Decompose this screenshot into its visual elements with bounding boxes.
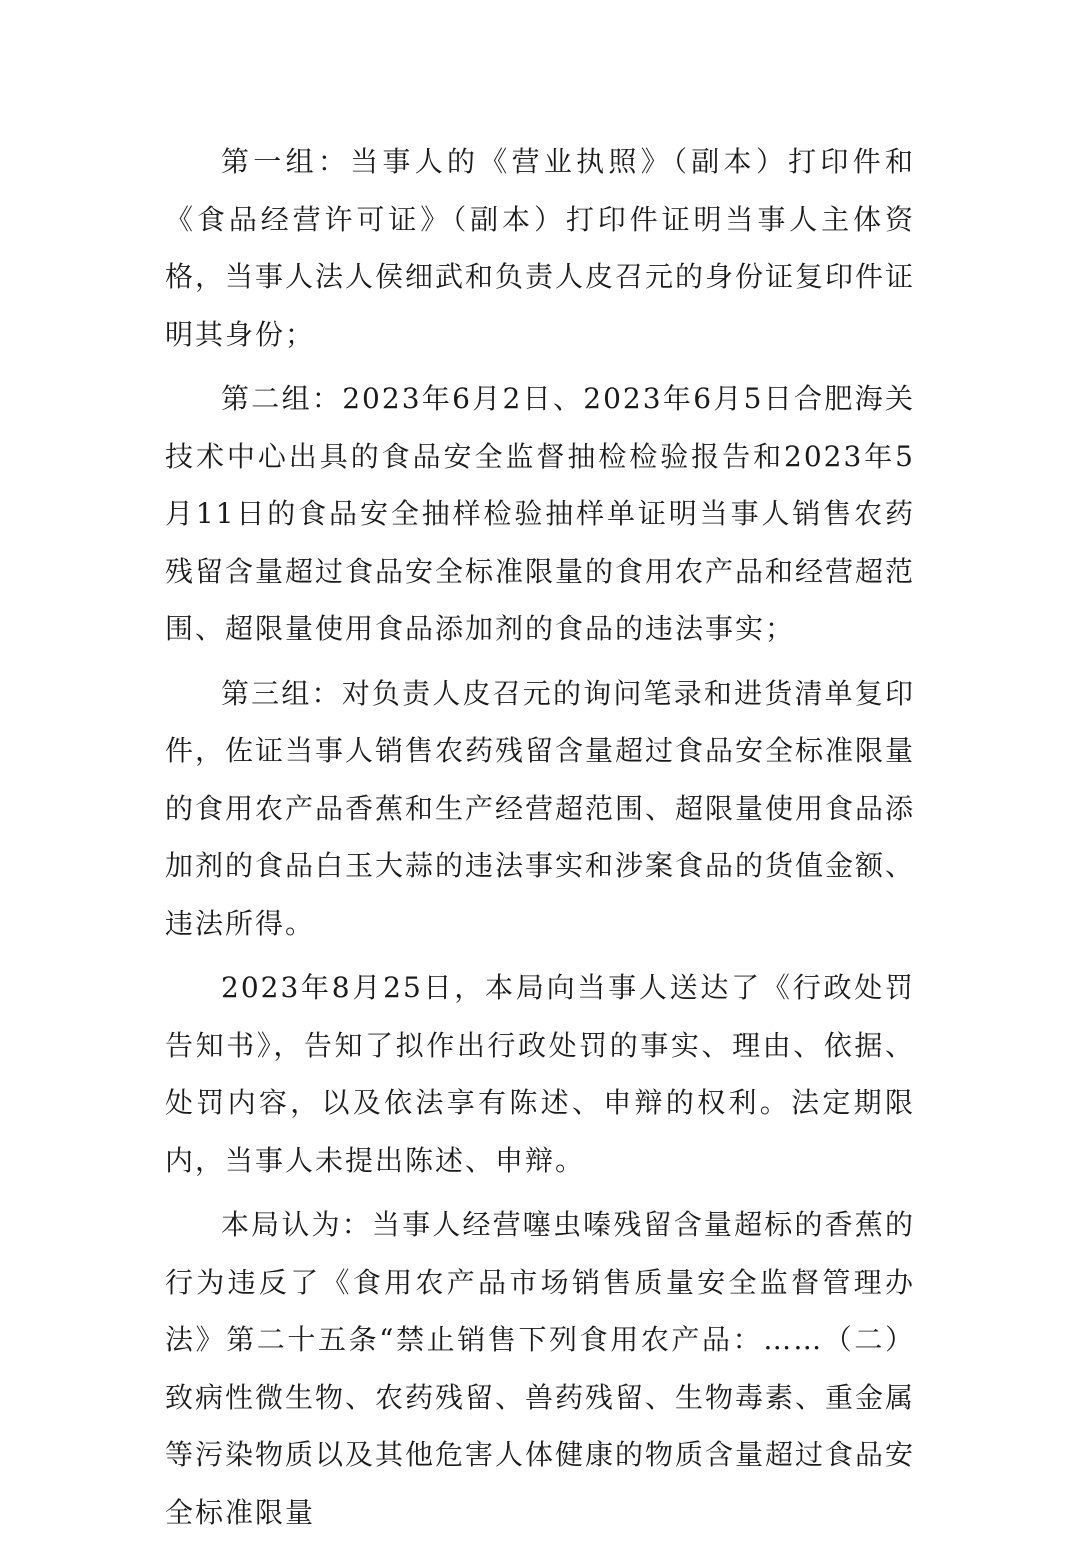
document-body bbox=[165, 133, 915, 1548]
paragraph-bureau-finding: 本局认为：当事人经营噻虫嗪残留含量超标的香蕉的行为违反了《食用农产品市场销售质量安全监督管理办法》第二十五条“禁止销售下列食用农产品：……（二）致病性微生物、农药残留、兽药残留、生物毒素、重金属等污染物质以及其他危害人体健康的物质含量超过食品安全标准限量 bbox=[165, 1208, 916, 1529]
paragraph-evidence-group-1: 第一组：当事人的《营业执照》（副本）打印件和《食品经营许可证》（副本）打印件证明当事人主体资格，当事人法人侯细武和负责人皮召元的身份证复印件证明其身份； bbox=[165, 145, 916, 351]
paragraph-evidence-group-2: 第二组：2023年6月2日、2023年6月5日合肥海关技术中心出具的食品安全监督抽检检验报告和2023年5月11日的食品安全抽样检验抽样单证明当事人销售农药残留含量超过食品安全标准限量的食用农产品和经营超范围、超限量使用食品添加剂的食品的违法事实； bbox=[165, 382, 916, 645]
paragraph-evidence-group-3: 第三组：对负责人皮召元的询问笔录和进货清单复印件，佐证当事人销售农药残留含量超过食品安全标准限量的食用农产品香蕉和生产经营超范围、超限量使用食品添加剂的食品白玉大蒜的违法事实和涉案食品的货值金额、违法所得。 bbox=[165, 676, 916, 940]
paragraph-notice-delivery: 2023年8月25日，本局向当事人送达了《行政处罚告知书》，告知了拟作出行政处罚的事实、理由、依据、处罚内容，以及依法享有陈述、申辩的权利。法定期限内，当事人未提出陈述、申辩。 bbox=[165, 971, 915, 1177]
